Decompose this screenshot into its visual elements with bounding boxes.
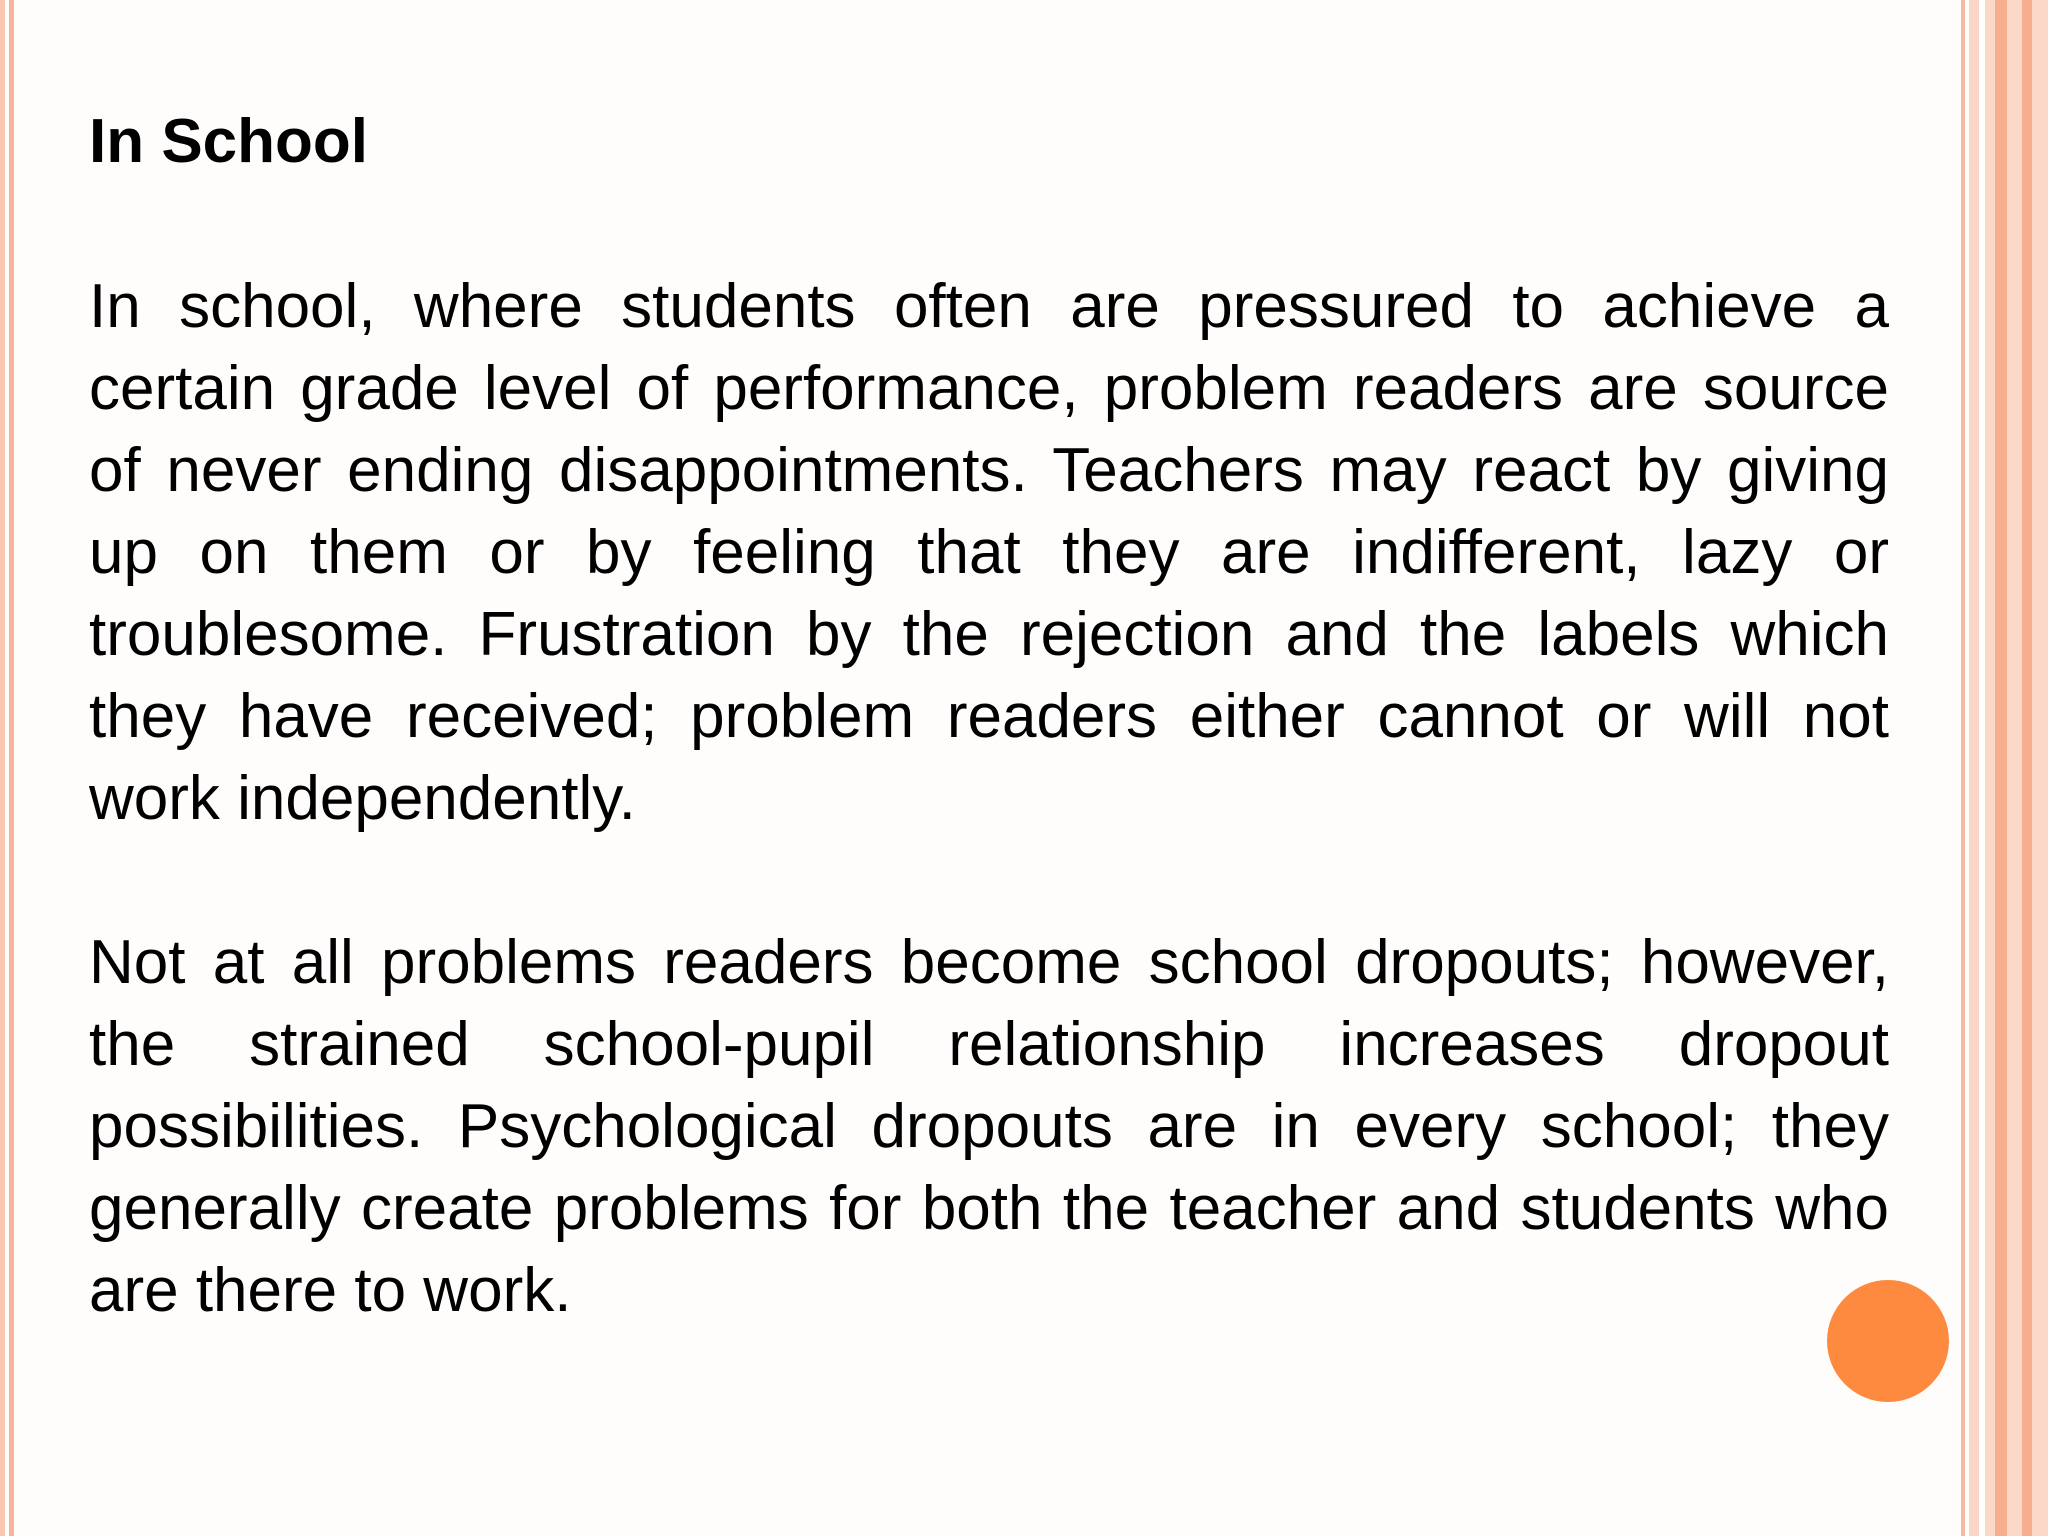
left-border-line [9,0,14,1536]
body-paragraph: Not at all problems readers become school dropouts; however, the strained school-pupil relationship increases dropout possibilities. Psychological dropouts are in every school; they generally create problems for both the teacher and students who are there to work. [89,928,1889,1325]
decorative-circle [1827,1280,1949,1402]
right-border-line [1961,0,1965,1536]
right-border-line [1969,0,1979,1536]
right-border-stripe [2022,0,2032,1536]
right-border-stripe [1995,0,2007,1536]
slide-title: In School [89,107,368,176]
left-border-line [0,0,5,1536]
body-paragraph: In school, where students often are pressured to achieve a certain grade level of performance, problem readers are source of never ending disappointments. Teachers may react by giving up on them or by feeling that they are indifferent, lazy or troublesome. Frustration by the rejection and the labels which they have received; problem readers either cannot or will not work independently. [89,272,1889,833]
slide-content [89,100,1889,1332]
